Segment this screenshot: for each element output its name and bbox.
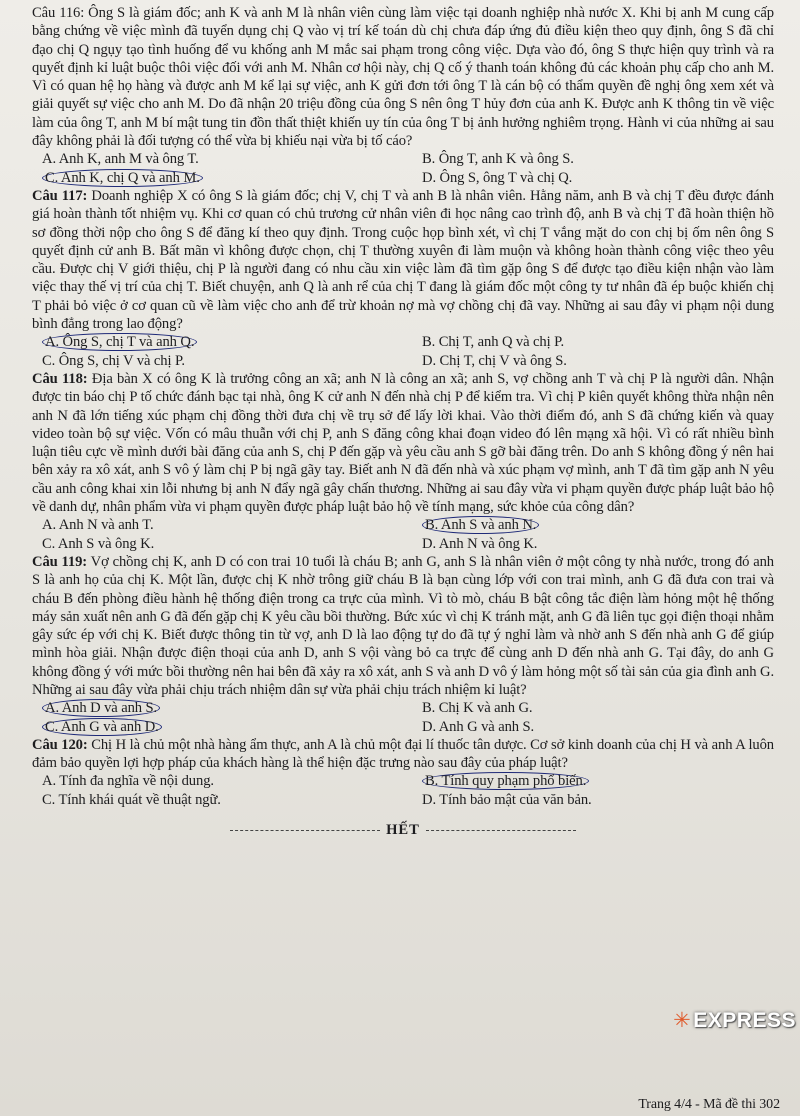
question-117-option-b: B. Chị T, anh Q và chị P. <box>422 334 565 351</box>
end-text: HẾT <box>386 822 420 839</box>
end-marker <box>32 821 774 839</box>
question-116-options-row2 <box>32 169 774 187</box>
question-118-option-b <box>422 516 539 534</box>
answer-circle-mark: A. Anh D và anh S. <box>42 699 160 717</box>
answer-circle-mark: A. Ông S, chị T và anh Q. <box>42 333 197 351</box>
question-119-option-d: D. Anh G và anh S. <box>422 718 535 735</box>
answer-circle-mark: C. Anh K, chị Q và anh M. <box>42 169 203 187</box>
question-120-option-c: C. Tính khái quát về thuật ngữ. <box>42 791 221 808</box>
question-120-option-b <box>422 772 589 790</box>
question-117 <box>32 187 774 333</box>
question-120-option-d: D. Tính bảo mật của văn bản. <box>422 791 592 808</box>
question-118-option-d: D. Anh N và ông K. <box>422 535 538 552</box>
answer-circle-mark: C. Anh G và anh D. <box>42 718 162 736</box>
question-120-label: Câu 120: <box>32 736 88 753</box>
question-117-option-c: C. Ông S, chị V và chị P. <box>42 352 185 369</box>
question-116-option-b: B. Ông T, anh K và ông S. <box>422 151 574 168</box>
question-120-text: Chị H là chủ một nhà hàng ẩm thực, anh A là chủ một đại lí thuốc tân dược. Cơ sở kinh doanh của chị H và anh A luôn đảm bảo quyền lợi hợp pháp của khách hàng là thể hiện đặc trưng nào sau đây của pháp luật? <box>32 736 774 772</box>
question-117-text: Doanh nghiệp X có ông S là giám đốc; chị V, chị T và anh B là nhân viên. Hằng năm, anh B và chị T đều được đánh giá hoàn thành tốt nhiệm vụ. Khi cơ quan có chủ trương cử nhân viên đi học nâng cao trình độ, anh B và chị T đã hoàn thiện hồ sơ đồng thời nộp cho ông S để đăng kí theo quy định. Trong cuộc họp bình xét, vì chị T vắng mặt do con chị bị ốm nên ông S quyết định cử anh B. Bất mãn vì không được chọn, chị T thường xuyên đi làm muộn và không hoàn thành công việc theo yêu cầu. Được chị V giới thiệu, chị P là người đang có nhu cầu xin việc làm đã tìm gặp ông S để được tạo điều kiện nhận vào làm việc thay thế vị trí của chị T. Biết chuyện, anh Q là anh rể của chị T đang là giám đốc một công ty tư nhân đã ép buộc khiến chị T phải bỏ việc ở cơ quan cũ về làm việc cho anh để trừ khoản nợ mà vợ chồng chị đã vay. Những ai sau đây vi phạm nội dung bình đẳng trong lao động? <box>32 187 774 333</box>
express-watermark <box>673 1009 796 1032</box>
question-119-label: Câu 119: <box>32 553 88 570</box>
question-116-option-d: D. Ông S, ông T và chị Q. <box>422 169 573 186</box>
question-116-option-c <box>32 169 422 187</box>
question-120 <box>32 736 774 773</box>
question-118-option-a: A. Anh N và anh T. <box>42 517 154 534</box>
question-117-options-row2 <box>32 352 774 370</box>
question-119 <box>32 553 774 699</box>
question-119-option-c <box>32 718 422 736</box>
star-icon: ✳ <box>673 1009 692 1032</box>
question-117-label: Câu 117: <box>32 187 88 204</box>
question-116-option-a: A. Anh K, anh M và ông T. <box>42 151 199 168</box>
question-119-option-b: B. Chị K và anh G. <box>422 700 533 717</box>
question-116-text: Câu 116: Ông S là giám đốc; anh K và anh M là nhân viên cùng làm việc tại doanh nghiệp nhà nước X. Khi bị anh M cung cấp bằng chứng về việc mình đã tuyển dụng chị Q vào vị trí kế toán dù chị chưa đáp ứng đủ điều kiện theo quy định, ông S đã chỉ đạo chị Q ngụy tạo tình huống để vu khống anh M mắc sai phạm trong công việc. Dựa vào đó, ông S thực hiện quy trình và ra quyết định kỉ luật buộc thôi việc đối với anh M. Nhân cơ hội này, chị Q cố ý thanh toán không đủ các khoản phụ cấp cho anh M. Vì có quan hệ họ hàng và được anh M kể lại sự việc, anh K gửi đơn tới ông T là cán bộ có thẩm quyền đề nghị ông xem xét và giải quyết sự việc cho anh M. Do đã nhận 20 triệu đồng của ông S nên ông T hủy đơn của anh K. Được anh K thông tin về việc làm của ông T, anh M bí mật tung tin đồn thất thiệt khiến uy tín của ông T bị ảnh hưởng nghiêm trọng. Hành vi của những ai sau đây không phải là đối tượng có thể vừa bị khiếu nại vừa bị tố cáo? <box>32 5 774 150</box>
question-118 <box>32 370 774 516</box>
question-119-options-row1 <box>32 699 774 717</box>
question-118-label: Câu 118: <box>32 370 88 387</box>
question-117-options-row1 <box>32 333 774 351</box>
end-dash-right <box>426 830 576 831</box>
question-119-text: Vợ chồng chị K, anh D có con trai 10 tuổi là cháu B; anh G, anh S là nhân viên ở một công ty nhà nước, trong đó anh S là anh họ của chị K. Một lần, được chị K nhờ trông giữ cháu B là bạn cùng lớp với con trai mình, anh G đã đưa con trai và cháu B đến phòng điều hành hệ thống điện trong ca trực của mình. Vì tò mò, cháu B bật công tắc điện làm hỏng một hệ thống máy sản xuất nên anh G đã đến gặp chị K yêu cầu bồi thường. Bức xúc vì chị K tránh mặt, anh G đã liên tục gọi điện thoại nhằm gây sức ép với chị K. Biết được thông tin từ vợ, anh D là lao động tự do đã tự ý nghỉ làm và nhờ anh S đến nhà anh G để giúp mình hòa giải. Nhận được điện thoại của anh D, anh S vội vàng bỏ ca trực để cùng anh D đến nhà anh G. Tại đây, do anh G không đồng ý với mức bồi thường nên hai bên đã xảy ra xô xát, anh S và anh D vô ý làm hỏng một số tài sản của gia đình anh G. Những ai sau đây vừa phải chịu trách nhiệm dân sự vừa phải chịu trách nhiệm kỉ luật? <box>32 553 774 698</box>
end-dash-left <box>230 830 380 831</box>
answer-circle-mark: B. Tính quy phạm phổ biến. <box>422 772 589 790</box>
question-117-option-d: D. Chị T, chị V và ông S. <box>422 352 567 369</box>
question-117-option-a <box>32 333 422 351</box>
question-120-options-row2 <box>32 791 774 809</box>
question-120-options-row1 <box>32 772 774 790</box>
question-118-option-c: C. Anh S và ông K. <box>42 535 155 552</box>
question-118-text: Địa bàn X có ông K là trưởng công an xã; anh N là công an xã; anh S, vợ chồng anh T và chị P là người dân. Nhận được tin báo chị P tố chức đánh bạc tại nhà, ông K cử anh N đến nhà chị P để kiểm tra. Vì chị P kiên quyết không thừa nhận nên anh N đã lớn tiếng xúc phạm chị đồng thời đưa chị về trụ sở để lấy lời khai. Vào thời điểm đó, anh S đã chứng kiến và quay video toàn bộ sự việc. Vốn có mâu thuẫn với chị P, anh S đăng công khai đoạn video đó lên mạng xã hội. Vì có rất nhiều bình luận tiêu cực về mình dưới bài đăng của anh S, chị P đến gặp và yêu cầu anh S gỡ bài đăng trên. Do anh S không đồng ý nên hai bên xảy ra xô xát, anh S vô ý làm chị P bị ngã gãy tay. Biết anh N đã đến nhà và xúc phạm vợ mình, anh T đã tìm gặp anh N yêu cầu anh công khai xin lỗi nhưng bị anh N đẩy ngã gây chấn thương. Những ai sau đây vừa vi phạm quyền được pháp luật bảo hộ về danh dự, nhân phẩm vừa vi phạm quyền được pháp luật bảo hộ về tính mạng, sức khỏe của công dân? <box>32 370 774 516</box>
question-118-options-row2 <box>32 535 774 553</box>
watermark-text: EXPRESS <box>693 1009 796 1032</box>
question-119-option-a <box>32 699 422 717</box>
question-119-options-row2 <box>32 718 774 736</box>
question-118-options-row1 <box>32 516 774 534</box>
question-116-options-row1 <box>32 150 774 168</box>
page-footer: Trang 4/4 - Mã đề thi 302 <box>638 1096 780 1112</box>
answer-circle-mark: B. Anh S và anh N. <box>422 516 539 534</box>
question-120-option-a: A. Tính đa nghĩa về nội dung. <box>42 773 214 790</box>
